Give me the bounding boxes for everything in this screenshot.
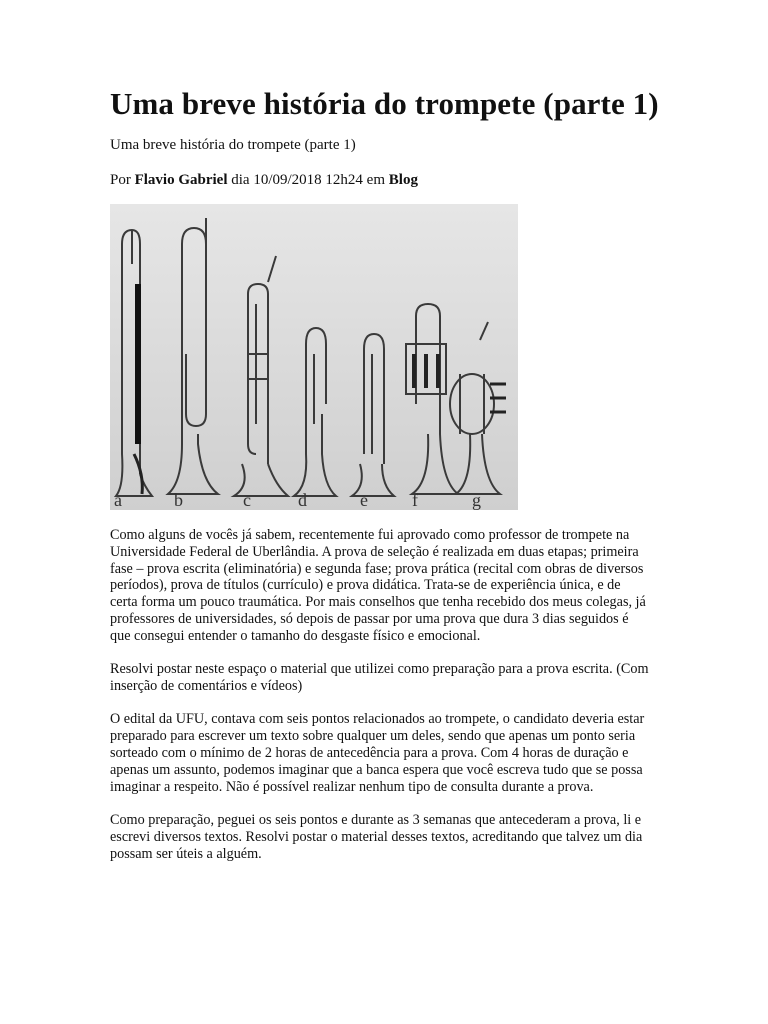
category-link[interactable]: Blog — [388, 172, 418, 188]
trumpets-image — [110, 204, 518, 510]
byline — [110, 171, 418, 189]
label-c: c — [243, 490, 251, 510]
label-b: b — [174, 490, 183, 510]
label-f: f — [412, 490, 418, 510]
author-name[interactable]: Flavio Gabriel — [134, 172, 228, 188]
paragraph-4: Como preparação, peguei os seis pontos e durante as 3 semanas que antecederam a prova, li e escrevi diversos textos. Resolvi postar o material desses textos, acreditando que talvez um dia possam ser úteis a alguém. — [110, 811, 643, 862]
label-a: a — [114, 490, 122, 510]
label-d: d — [298, 490, 307, 510]
paragraph-2: Resolvi postar neste espaço o material que utilizei como preparação para a prova escrita. (Com inserção de comentários e vídeos) — [110, 661, 649, 694]
trumpets-illustration — [110, 204, 518, 510]
paragraph-3: O edital da UFU, contava com seis pontos relacionados ao trompete, o candidato deveria estar preparado para escrever um texto sobre qualquer um deles, sendo que apenas um ponto seria sorteado com o mínimo de 2 horas de antecedência para a prova. Com 4 horas de duração e apenas um assunto, podemos imaginar que a banca espera que você escreva tudo que se possa imaginar a respeito. Não é possível realizar nenhum tipo de consulta durante a prova. — [110, 711, 645, 795]
paragraph-1: Como alguns de vocês já sabem, recentemente fui aprovado como professor de trompete na Universidade Federal de Uberlândia. A prova de seleção é realizada em duas etapas; primeira fase – prova escrita (eliminatória) e segunda fase; prova prática (recital com obras de diversos períodos), prova de títulos (currículo) e prova didática. Trata-se de experiência única, e de certa forma um pouco traumática. Por mais conselhos que tenha recebido dos meus colegas, já professores de universidades, só depois de passar por uma prova que dura 3 dias seguidos é que consegui entender o tamanho do desgaste físico e emocional. — [110, 527, 646, 644]
byline-prefix: Por — [110, 172, 131, 188]
article-subtitle: Uma breve história do trompete (parte 1) — [110, 137, 356, 153]
post-date: dia 10/09/2018 12h24 em — [231, 172, 386, 188]
article-title: Uma breve história do trompete (parte 1) — [110, 86, 659, 121]
label-g: g — [472, 490, 481, 510]
label-e: e — [360, 490, 368, 510]
article-body — [110, 527, 650, 879]
